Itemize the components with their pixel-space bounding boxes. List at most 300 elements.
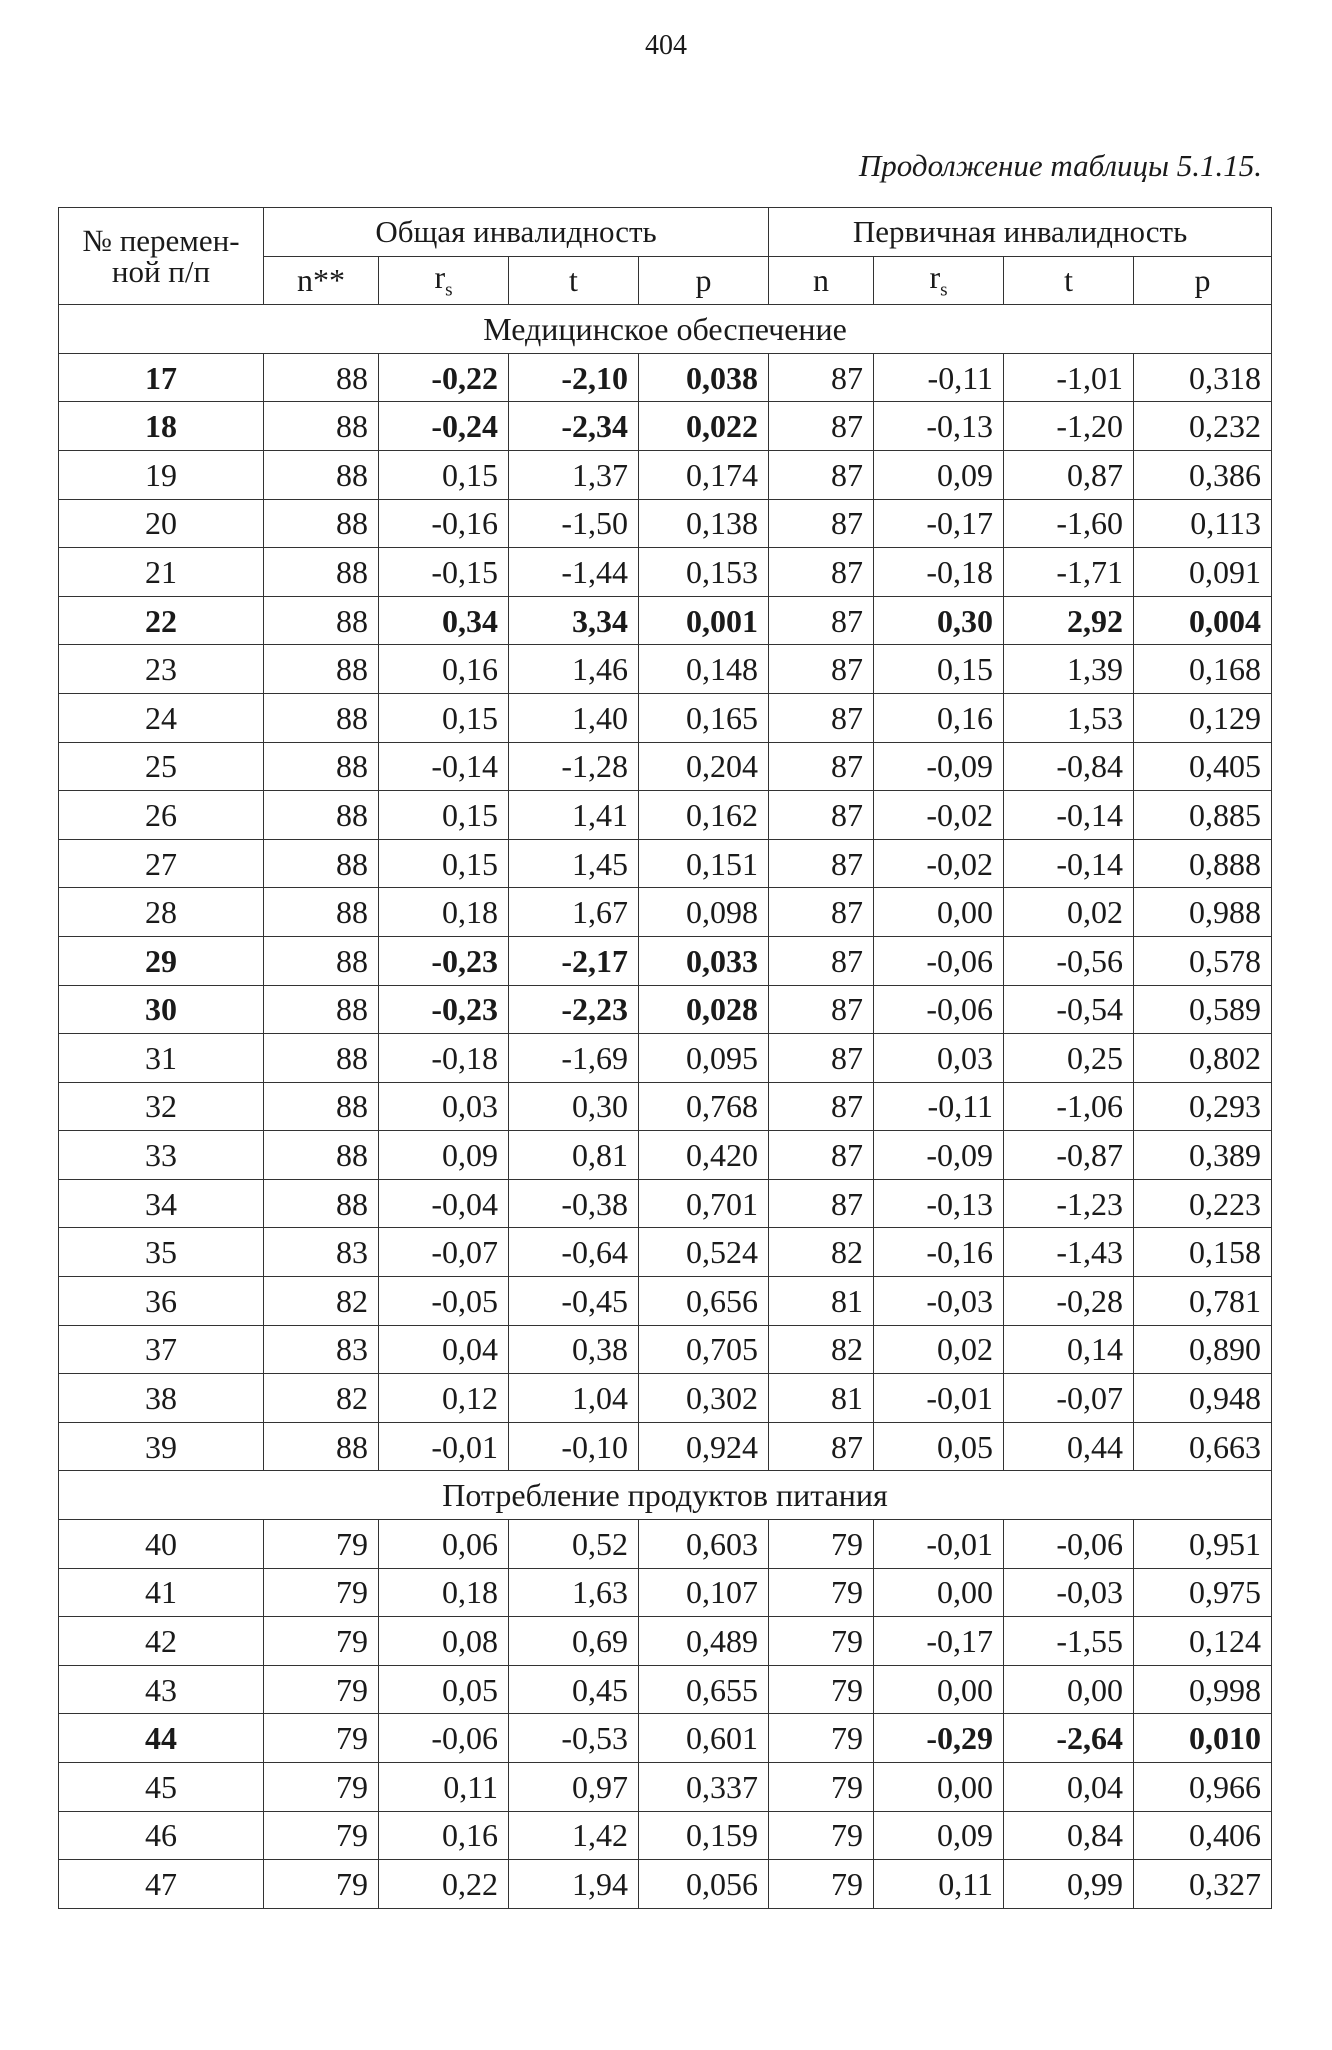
cell-n-primary: 87 [769,791,874,840]
cell-n-total: 88 [264,1179,379,1228]
cell-variable-number: 29 [59,936,264,985]
cell-t-primary: 1,53 [1004,693,1134,742]
cell-rs-total: 0,22 [379,1860,509,1909]
cell-rs-total: 0,18 [379,888,509,937]
cell-rs-total: -0,06 [379,1714,509,1763]
cell-p-primary: 0,091 [1134,548,1272,597]
cell-n-primary: 79 [769,1617,874,1666]
cell-t-total: 0,45 [509,1665,639,1714]
cell-p-total: 0,151 [639,839,769,888]
cell-n-total: 88 [264,402,379,451]
table-row [59,839,1272,888]
cell-n-total: 88 [264,985,379,1034]
cell-rs-total: 0,15 [379,450,509,499]
cell-n-total: 88 [264,1131,379,1180]
table-row [59,596,1272,645]
cell-p-primary: 0,327 [1134,1860,1272,1909]
table-row [59,1665,1272,1714]
cell-p-primary: 0,168 [1134,645,1272,694]
cell-n-primary: 79 [769,1811,874,1860]
header-n-primary: n [769,256,874,305]
header-p-primary: p [1134,256,1272,305]
cell-n-total: 79 [264,1811,379,1860]
cell-rs-total: -0,14 [379,742,509,791]
cell-rs-primary: 0,11 [874,1860,1004,1909]
table-row [59,1763,1272,1812]
cell-rs-total: 0,15 [379,693,509,742]
section-header-row [59,1471,1272,1520]
cell-n-primary: 87 [769,645,874,694]
cell-t-primary: -1,20 [1004,402,1134,451]
cell-p-total: 0,924 [639,1422,769,1471]
cell-t-total: 1,37 [509,450,639,499]
cell-variable-number: 34 [59,1179,264,1228]
cell-variable-number: 42 [59,1617,264,1666]
cell-p-primary: 0,663 [1134,1422,1272,1471]
cell-variable-number: 27 [59,839,264,888]
cell-n-total: 88 [264,450,379,499]
table-row [59,985,1272,1034]
cell-variable-number: 36 [59,1277,264,1326]
cell-rs-total: 0,05 [379,1665,509,1714]
cell-n-total: 83 [264,1228,379,1277]
cell-p-primary: 0,293 [1134,1082,1272,1131]
table-row [59,1228,1272,1277]
cell-rs-total: 0,16 [379,1811,509,1860]
cell-rs-primary: 0,03 [874,1034,1004,1083]
cell-rs-total: -0,05 [379,1277,509,1326]
cell-variable-number: 26 [59,791,264,840]
cell-rs-primary: 0,05 [874,1422,1004,1471]
table-header [59,208,1272,305]
cell-t-total: -2,17 [509,936,639,985]
table-row [59,888,1272,937]
table-row [59,1568,1272,1617]
cell-p-primary: 0,988 [1134,888,1272,937]
cell-rs-primary: 0,00 [874,1568,1004,1617]
cell-t-total: 1,94 [509,1860,639,1909]
table-row [59,1422,1272,1471]
cell-n-primary: 79 [769,1520,874,1569]
cell-rs-primary: 0,09 [874,1811,1004,1860]
cell-t-total: -1,50 [509,499,639,548]
cell-p-total: 0,162 [639,791,769,840]
cell-t-primary: 0,04 [1004,1763,1134,1812]
table-row [59,1520,1272,1569]
cell-t-total: -0,10 [509,1422,639,1471]
cell-p-primary: 0,885 [1134,791,1272,840]
header-rs-total: $r_s$ [379,256,509,305]
cell-p-primary: 0,405 [1134,742,1272,791]
cell-t-total: 1,41 [509,791,639,840]
cell-t-primary: 1,39 [1004,645,1134,694]
cell-variable-number: 32 [59,1082,264,1131]
cell-n-primary: 81 [769,1277,874,1326]
table-row [59,1374,1272,1423]
cell-n-total: 88 [264,742,379,791]
data-table [58,207,1272,1909]
cell-n-primary: 82 [769,1325,874,1374]
cell-n-total: 79 [264,1568,379,1617]
cell-p-total: 0,001 [639,596,769,645]
cell-variable-number: 28 [59,888,264,937]
table-row [59,1131,1272,1180]
cell-n-total: 88 [264,548,379,597]
cell-variable-number: 37 [59,1325,264,1374]
cell-t-primary: -0,07 [1004,1374,1134,1423]
cell-p-total: 0,174 [639,450,769,499]
cell-rs-primary: -0,17 [874,1617,1004,1666]
header-variable-number: № перемен- ной п/п [59,208,264,305]
cell-p-total: 0,489 [639,1617,769,1666]
table-row [59,1860,1272,1909]
table-row [59,1617,1272,1666]
cell-rs-primary: -0,16 [874,1228,1004,1277]
cell-n-primary: 79 [769,1714,874,1763]
cell-n-primary: 87 [769,499,874,548]
page-number: 404 [645,30,687,61]
cell-n-total: 79 [264,1860,379,1909]
cell-t-primary: 0,02 [1004,888,1134,937]
cell-n-primary: 79 [769,1568,874,1617]
cell-p-primary: 0,124 [1134,1617,1272,1666]
cell-p-total: 0,022 [639,402,769,451]
cell-rs-total: 0,15 [379,839,509,888]
table-row [59,1082,1272,1131]
cell-t-total: -1,69 [509,1034,639,1083]
cell-rs-primary: -0,09 [874,742,1004,791]
cell-n-primary: 87 [769,450,874,499]
cell-rs-primary: 0,09 [874,450,1004,499]
cell-t-primary: 0,84 [1004,1811,1134,1860]
cell-rs-primary: 0,00 [874,888,1004,937]
cell-rs-total: 0,03 [379,1082,509,1131]
cell-p-total: 0,028 [639,985,769,1034]
cell-n-primary: 87 [769,548,874,597]
cell-t-primary: -0,56 [1004,936,1134,985]
cell-p-total: 0,420 [639,1131,769,1180]
cell-variable-number: 47 [59,1860,264,1909]
cell-rs-total: -0,01 [379,1422,509,1471]
cell-t-primary: 0,14 [1004,1325,1134,1374]
cell-n-primary: 87 [769,936,874,985]
cell-rs-primary: 0,16 [874,693,1004,742]
cell-t-primary: 2,92 [1004,596,1134,645]
table-row [59,693,1272,742]
cell-t-primary: -0,14 [1004,839,1134,888]
table-caption: Продолжение таблицы 5.1.15. [858,148,1262,183]
cell-t-primary: 0,00 [1004,1665,1134,1714]
cell-p-primary: 0,113 [1134,499,1272,548]
cell-variable-number: 18 [59,402,264,451]
cell-n-total: 82 [264,1374,379,1423]
cell-t-primary: -0,54 [1004,985,1134,1034]
cell-t-primary: 0,25 [1004,1034,1134,1083]
table-row [59,450,1272,499]
header-t-primary: t [1004,256,1134,305]
cell-p-total: 0,601 [639,1714,769,1763]
cell-n-primary: 87 [769,985,874,1034]
cell-p-primary: 0,948 [1134,1374,1272,1423]
cell-rs-total: 0,04 [379,1325,509,1374]
cell-p-total: 0,524 [639,1228,769,1277]
cell-rs-total: -0,16 [379,499,509,548]
cell-t-total: 1,45 [509,839,639,888]
cell-rs-total: -0,23 [379,936,509,985]
cell-t-total: -0,53 [509,1714,639,1763]
cell-p-primary: 0,129 [1134,693,1272,742]
cell-n-total: 79 [264,1714,379,1763]
cell-p-total: 0,603 [639,1520,769,1569]
cell-t-total: 0,81 [509,1131,639,1180]
cell-p-primary: 0,888 [1134,839,1272,888]
header-n-total: n** [264,256,379,305]
cell-t-total: 1,42 [509,1811,639,1860]
cell-variable-number: 22 [59,596,264,645]
cell-t-total: 0,52 [509,1520,639,1569]
table-row [59,1277,1272,1326]
cell-n-total: 88 [264,1034,379,1083]
cell-p-primary: 0,389 [1134,1131,1272,1180]
cell-p-primary: 0,010 [1134,1714,1272,1763]
cell-t-total: -1,28 [509,742,639,791]
cell-t-total: -0,45 [509,1277,639,1326]
cell-p-total: 0,159 [639,1811,769,1860]
cell-n-total: 88 [264,839,379,888]
cell-rs-primary: -0,01 [874,1374,1004,1423]
cell-variable-number: 24 [59,693,264,742]
cell-p-total: 0,107 [639,1568,769,1617]
cell-variable-number: 43 [59,1665,264,1714]
cell-n-total: 88 [264,1422,379,1471]
table-body [59,305,1272,1909]
cell-variable-number: 19 [59,450,264,499]
cell-p-primary: 0,004 [1134,596,1272,645]
cell-n-total: 88 [264,499,379,548]
cell-n-primary: 87 [769,1179,874,1228]
cell-t-total: 1,67 [509,888,639,937]
cell-n-primary: 87 [769,693,874,742]
cell-rs-total: 0,15 [379,791,509,840]
cell-t-primary: -1,01 [1004,353,1134,402]
cell-p-total: 0,095 [639,1034,769,1083]
cell-n-total: 88 [264,1082,379,1131]
cell-n-total: 79 [264,1763,379,1812]
cell-rs-primary: -0,03 [874,1277,1004,1326]
cell-p-total: 0,153 [639,548,769,597]
cell-t-total: -0,38 [509,1179,639,1228]
cell-variable-number: 38 [59,1374,264,1423]
cell-p-primary: 0,386 [1134,450,1272,499]
cell-n-total: 88 [264,791,379,840]
header-total-disability: Общая инвалидность [264,208,769,257]
cell-n-primary: 81 [769,1374,874,1423]
cell-n-total: 88 [264,888,379,937]
cell-variable-number: 25 [59,742,264,791]
cell-rs-total: 0,11 [379,1763,509,1812]
cell-p-primary: 0,589 [1134,985,1272,1034]
cell-n-primary: 87 [769,1082,874,1131]
table-row [59,548,1272,597]
cell-variable-number: 41 [59,1568,264,1617]
cell-p-primary: 0,158 [1134,1228,1272,1277]
cell-p-total: 0,655 [639,1665,769,1714]
cell-rs-primary: -0,29 [874,1714,1004,1763]
cell-variable-number: 44 [59,1714,264,1763]
cell-t-primary: -0,28 [1004,1277,1134,1326]
cell-variable-number: 31 [59,1034,264,1083]
cell-t-primary: -1,60 [1004,499,1134,548]
cell-rs-total: 0,06 [379,1520,509,1569]
cell-p-total: 0,204 [639,742,769,791]
cell-rs-primary: -0,18 [874,548,1004,597]
cell-t-total: -0,64 [509,1228,639,1277]
table-row [59,1714,1272,1763]
cell-n-primary: 87 [769,596,874,645]
cell-t-primary: -1,43 [1004,1228,1134,1277]
cell-t-total: -2,23 [509,985,639,1034]
cell-p-primary: 0,578 [1134,936,1272,985]
cell-rs-primary: 0,02 [874,1325,1004,1374]
cell-t-total: 0,69 [509,1617,639,1666]
cell-rs-primary: 0,00 [874,1763,1004,1812]
cell-p-total: 0,656 [639,1277,769,1326]
cell-p-primary: 0,802 [1134,1034,1272,1083]
section-header-row [59,305,1272,354]
cell-p-total: 0,701 [639,1179,769,1228]
cell-t-primary: 0,44 [1004,1422,1134,1471]
cell-rs-primary: -0,13 [874,1179,1004,1228]
cell-rs-primary: 0,00 [874,1665,1004,1714]
cell-n-total: 88 [264,936,379,985]
cell-p-total: 0,148 [639,645,769,694]
cell-rs-total: 0,08 [379,1617,509,1666]
cell-p-primary: 0,232 [1134,402,1272,451]
cell-p-primary: 0,223 [1134,1179,1272,1228]
cell-variable-number: 45 [59,1763,264,1812]
cell-rs-primary: -0,06 [874,985,1004,1034]
table-row [59,742,1272,791]
cell-rs-primary: -0,02 [874,791,1004,840]
table-row [59,1325,1272,1374]
cell-rs-total: -0,18 [379,1034,509,1083]
cell-rs-total: -0,22 [379,353,509,402]
cell-rs-total: 0,09 [379,1131,509,1180]
cell-t-total: 1,46 [509,645,639,694]
cell-t-total: -2,34 [509,402,639,451]
cell-rs-total: -0,24 [379,402,509,451]
cell-n-primary: 79 [769,1763,874,1812]
cell-n-primary: 87 [769,1422,874,1471]
cell-t-primary: -1,71 [1004,548,1134,597]
cell-variable-number: 35 [59,1228,264,1277]
cell-rs-primary: -0,02 [874,839,1004,888]
cell-t-primary: -0,03 [1004,1568,1134,1617]
cell-t-primary: -1,23 [1004,1179,1134,1228]
table-row [59,1034,1272,1083]
cell-n-primary: 87 [769,1034,874,1083]
cell-rs-total: 0,18 [379,1568,509,1617]
cell-rs-primary: -0,17 [874,499,1004,548]
cell-n-total: 88 [264,693,379,742]
cell-t-total: -2,10 [509,353,639,402]
header-t-total: t [509,256,639,305]
cell-n-total: 83 [264,1325,379,1374]
cell-rs-primary: -0,11 [874,353,1004,402]
cell-p-primary: 0,966 [1134,1763,1272,1812]
cell-rs-primary: -0,11 [874,1082,1004,1131]
cell-t-primary: 0,99 [1004,1860,1134,1909]
cell-t-total: 1,04 [509,1374,639,1423]
header-p-total: p [639,256,769,305]
table-row [59,936,1272,985]
cell-rs-total: 0,12 [379,1374,509,1423]
cell-rs-total: -0,07 [379,1228,509,1277]
cell-variable-number: 17 [59,353,264,402]
cell-p-primary: 0,951 [1134,1520,1272,1569]
cell-n-primary: 87 [769,353,874,402]
cell-n-primary: 87 [769,742,874,791]
cell-n-primary: 79 [769,1665,874,1714]
cell-rs-primary: -0,09 [874,1131,1004,1180]
cell-n-primary: 87 [769,888,874,937]
cell-p-primary: 0,781 [1134,1277,1272,1326]
cell-t-total: 0,97 [509,1763,639,1812]
cell-t-primary: -2,64 [1004,1714,1134,1763]
cell-t-primary: -0,84 [1004,742,1134,791]
cell-p-total: 0,302 [639,1374,769,1423]
section-title: Медицинское обеспечение [59,305,1272,354]
cell-rs-total: -0,15 [379,548,509,597]
cell-variable-number: 21 [59,548,264,597]
cell-n-primary: 87 [769,1131,874,1180]
cell-n-primary: 79 [769,1860,874,1909]
cell-n-total: 79 [264,1665,379,1714]
cell-t-total: 0,38 [509,1325,639,1374]
table-row [59,402,1272,451]
cell-n-primary: 82 [769,1228,874,1277]
cell-rs-total: -0,04 [379,1179,509,1228]
cell-n-total: 79 [264,1617,379,1666]
cell-n-primary: 87 [769,402,874,451]
cell-variable-number: 30 [59,985,264,1034]
table-row [59,353,1272,402]
cell-p-total: 0,337 [639,1763,769,1812]
cell-n-total: 88 [264,645,379,694]
cell-p-total: 0,768 [639,1082,769,1131]
cell-variable-number: 39 [59,1422,264,1471]
cell-rs-primary: 0,15 [874,645,1004,694]
cell-t-primary: -0,06 [1004,1520,1134,1569]
table-row [59,499,1272,548]
cell-t-primary: -0,87 [1004,1131,1134,1180]
section-title: Потребление продуктов питания [59,1471,1272,1520]
cell-rs-total: -0,23 [379,985,509,1034]
cell-n-total: 88 [264,596,379,645]
cell-rs-total: 0,34 [379,596,509,645]
cell-rs-total: 0,16 [379,645,509,694]
cell-t-total: 0,30 [509,1082,639,1131]
cell-p-primary: 0,406 [1134,1811,1272,1860]
cell-t-total: -1,44 [509,548,639,597]
cell-variable-number: 20 [59,499,264,548]
cell-t-total: 3,34 [509,596,639,645]
cell-p-total: 0,056 [639,1860,769,1909]
cell-rs-primary: -0,13 [874,402,1004,451]
cell-n-total: 88 [264,353,379,402]
cell-p-total: 0,033 [639,936,769,985]
cell-p-total: 0,038 [639,353,769,402]
